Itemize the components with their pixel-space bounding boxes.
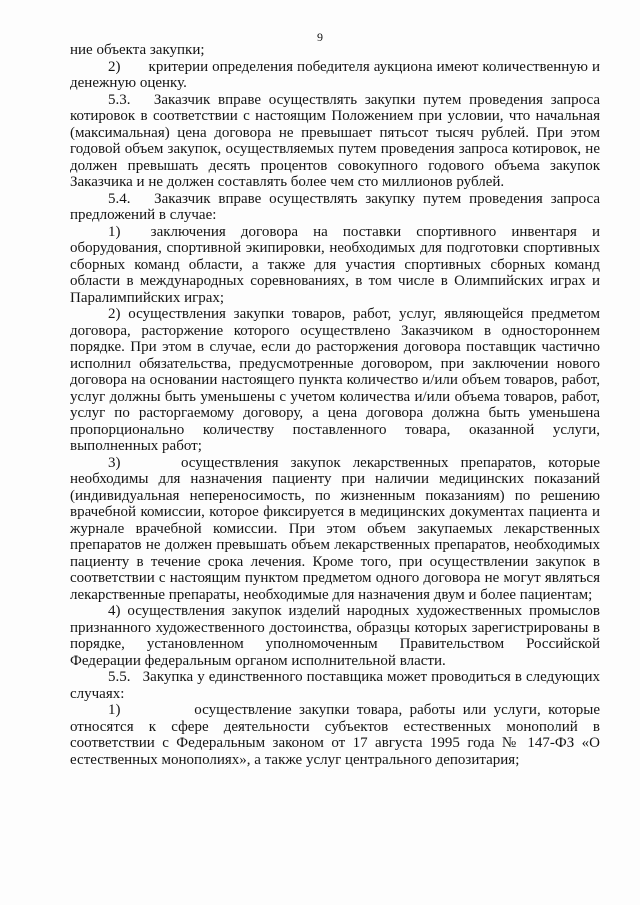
paragraph-5-5: 5.5. Закупка у единственного поставщика может проводиться в следующих случаях: (70, 669, 600, 702)
document-body (70, 42, 600, 768)
paragraph-5-3: 5.3. Заказчик вправе осуществлять закупки путем проведения запроса котировок в соответствии с настоящим Положением при условии, что начальная (максимальная) цена договора не превышает пятьсот тысяч рублей. При этом годовой объем закупок, осуществляемых путем проведения запроса котировок, не должен превышать десять процентов совокупного годового объема закупок Заказчика и не должен составлять более чем сто миллионов рублей. (70, 91, 600, 190)
paragraph-5-5-item-1: 1) осуществление закупки товара, работы или услуги, которые относятся к сфере деятельности субъектов естественных монополий в соответствии с Федеральным законом от 17 августа 1995 года № 147-ФЗ «О естественных монополиях», а также услуг центрального депозитария; (70, 702, 600, 768)
page-number: 9 (317, 30, 323, 44)
paragraph-continuation: ние объекта закупки; (70, 42, 205, 58)
paragraph-5-4: 5.4. Заказчик вправе осуществлять закупку путем проведения запроса предложений в случае: (70, 190, 600, 223)
paragraph-5-4-item-2: 2) осуществления закупки товаров, работ, услуг, являющейся предметом договора, расторжение которого осуществлено Заказчиком в одностороннем порядке. При этом в случае, если до расторжения договора поставщик частично исполнил обязательства, предусмотренные договором, при заключении нового договора на основании настоящего пункта количество и/или объем товаров, работ, услуг должны быть уменьшены с учетом количества и/или объема товаров, работ, услуг по расторгаемому договору, а цена договора должна быть уменьшена пропорционально количеству поставленного товара, оказанной услуги, выполненных работ; (70, 306, 600, 454)
paragraph-5-4-item-3: 3) осуществления закупок лекарственных препаратов, которые необходимы для назначения пациенту при наличии медицинских показаний (индивидуальная непереносимость, по жизненным показаниям) по решению врачебной комиссии, которое фиксируется в медицинских документах пациента и журнале врачебной комиссии. При этом объем закупаемых лекарственных препаратов не должен превышать объем лекарственных препаратов, необходимых пациенту в течение срока лечения. Кроме того, при осуществлении закупок в соответствии с настоящим пунктом предметом одного договора не могут являться лекарственные препараты, необходимые для назначения двум и более пациентам; (70, 454, 600, 603)
paragraph-5-4-item-4: 4) осуществления закупок изделий народных художественных промыслов признанного художественного достоинства, образцы которых зарегистрированы в порядке, установленном уполномоченным Правительством Российской Федерации федеральным органом исполнительной власти. (70, 603, 600, 669)
paragraph-criteria-2: 2) критерии определения победителя аукциона имеют количественную и денежную оценку. (70, 58, 600, 91)
paragraph-5-4-item-1: 1) заключения договора на поставки спортивного инвентаря и оборудования, спортивной экипировки, необходимых для подготовки спортивных сборных команд области, а также для участия спортивных сборных команд области в международных соревнованиях, в том числе в Олимпийских играх и Паралимпийских играх; (70, 223, 600, 306)
